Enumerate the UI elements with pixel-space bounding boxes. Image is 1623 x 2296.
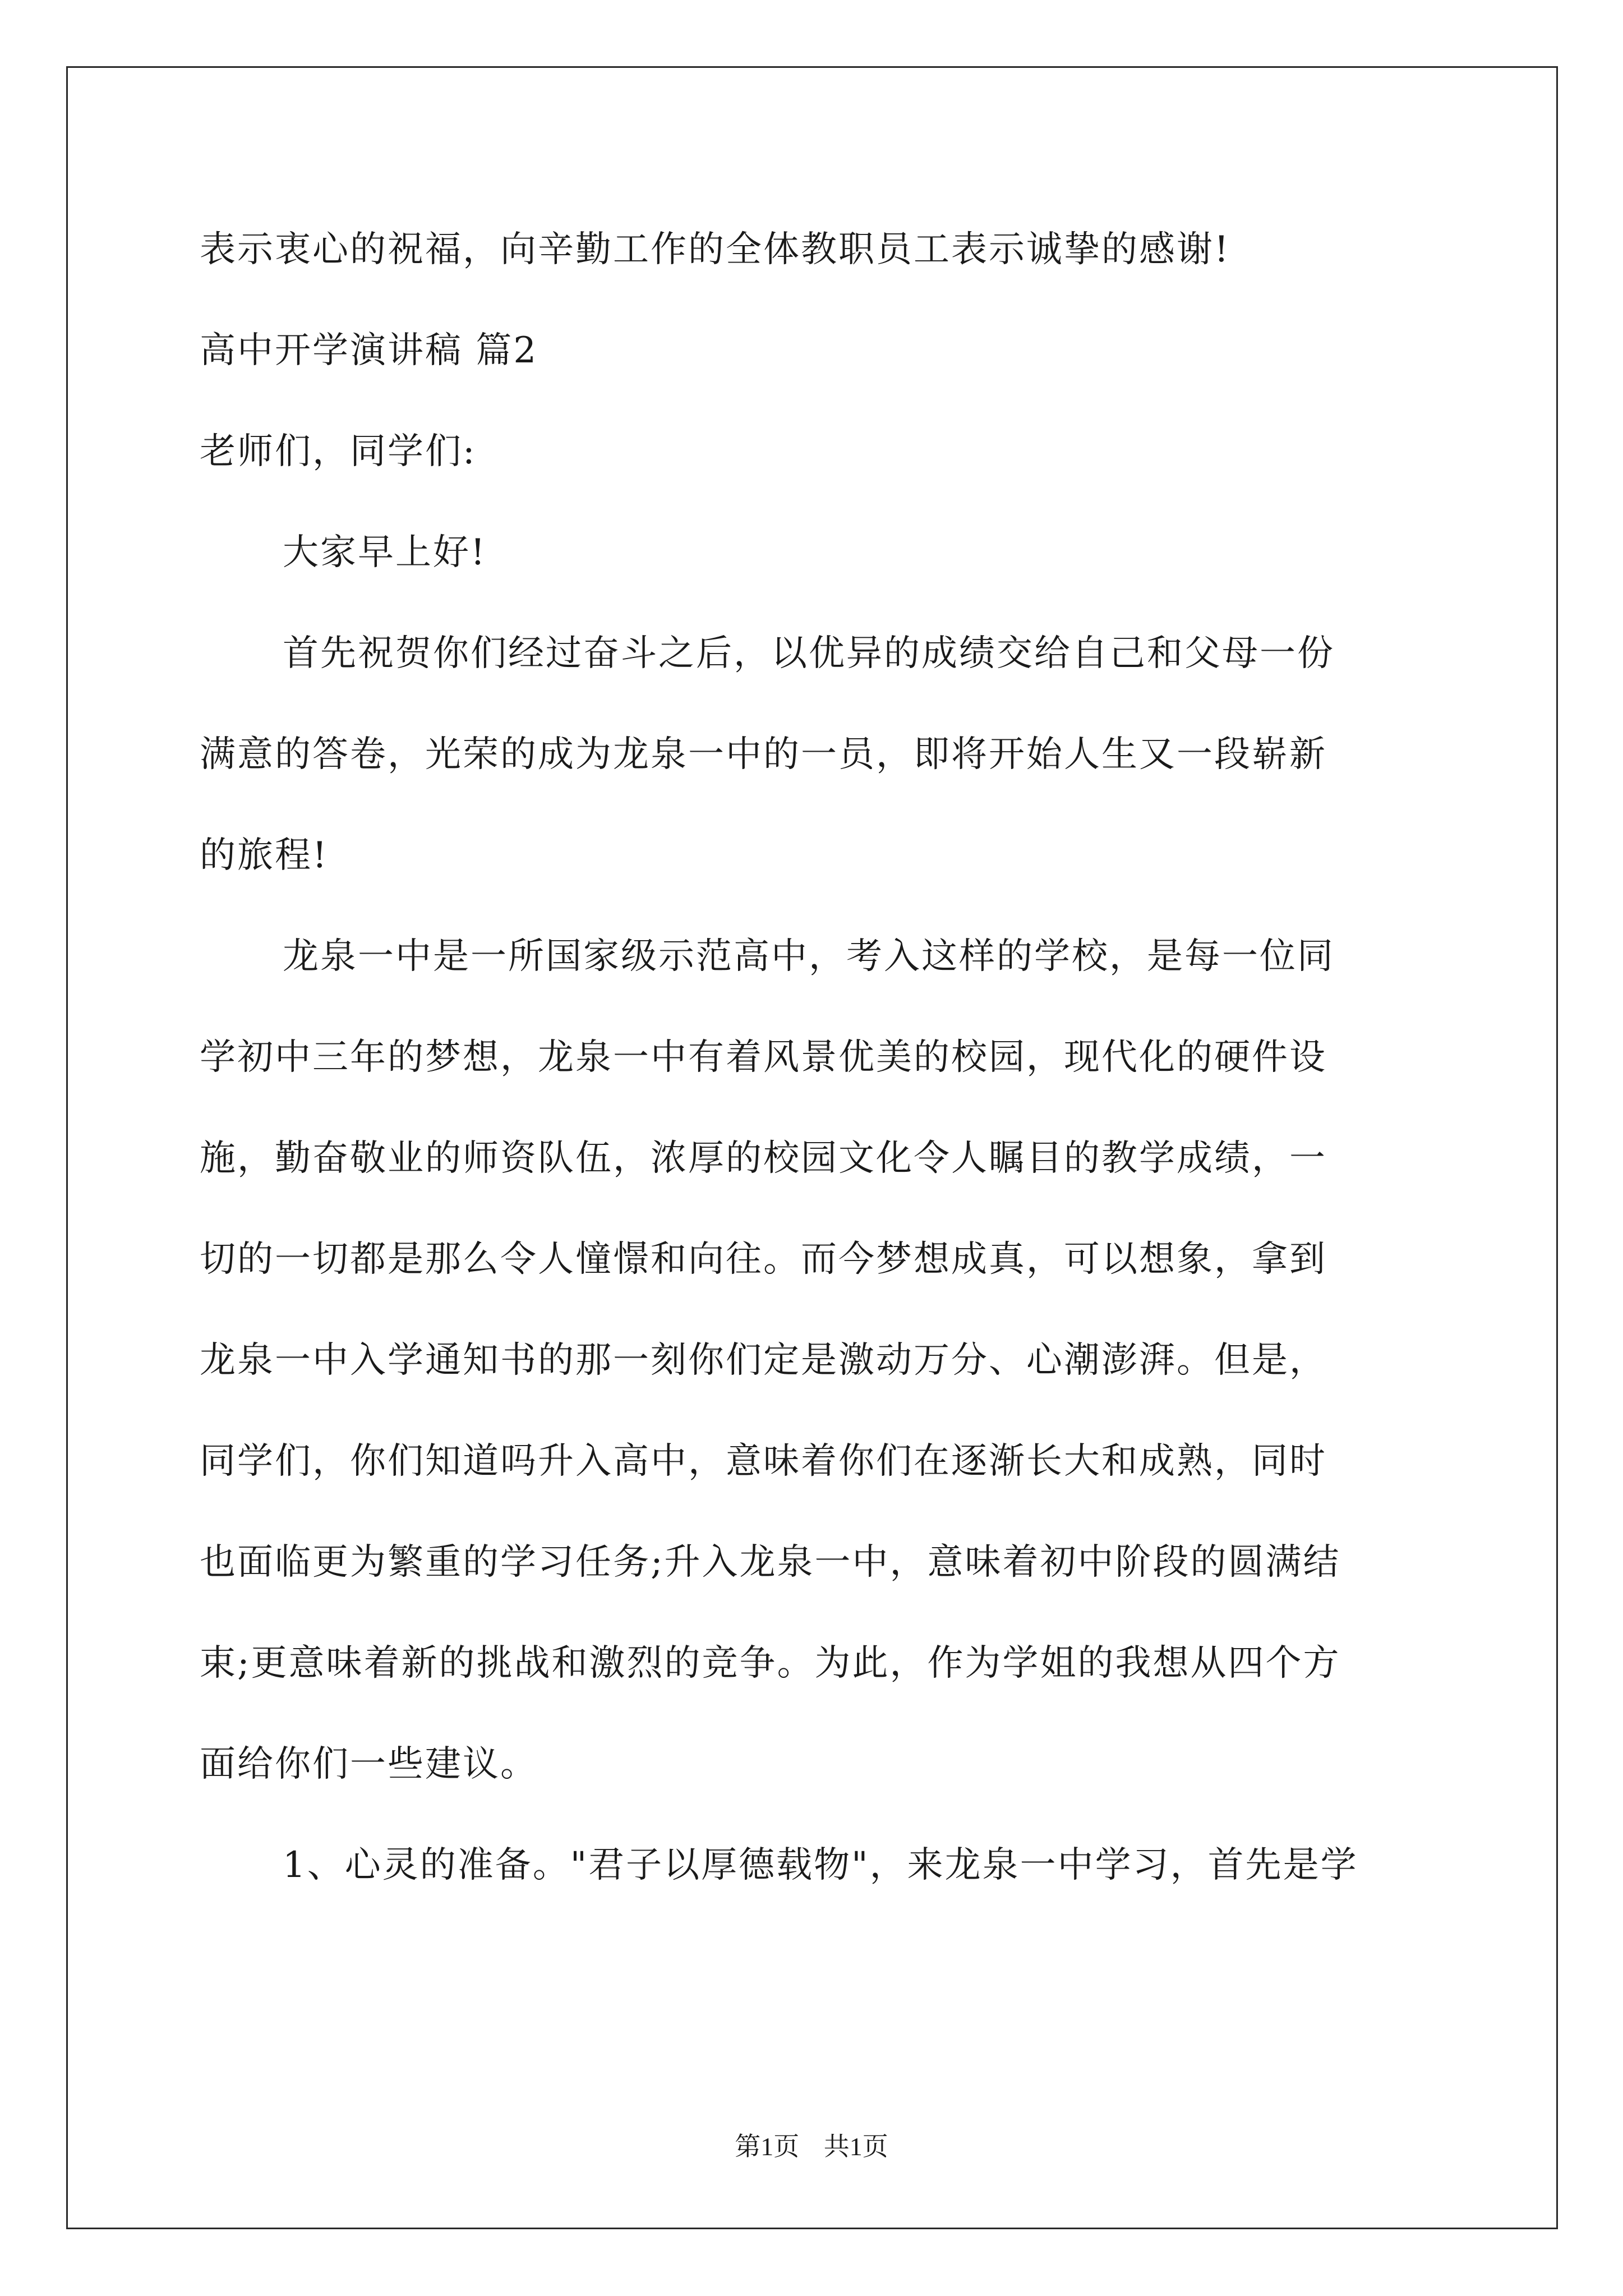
paragraph-line: 满意的答卷，光荣的成为龙泉一中的一员，即将开始人生又一段崭新 bbox=[200, 734, 1327, 775]
document-body bbox=[200, 208, 1428, 1907]
paragraph-line: 的旅程! bbox=[200, 835, 329, 876]
salutation: 老师们，同学们: bbox=[200, 431, 477, 472]
paragraph-line: 施，勤奋敬业的师资队伍，浓厚的校园文化令人瞩目的教学成绩，一 bbox=[200, 1138, 1327, 1179]
page-number: 第1页 bbox=[735, 2132, 800, 2161]
section-heading: 高中开学演讲稿 篇2 bbox=[200, 330, 538, 371]
greeting: 大家早上好! bbox=[283, 532, 487, 573]
page-footer bbox=[0, 2126, 1623, 2163]
paragraph-line: 龙泉一中是一所国家级示范高中，考入这样的学校，是每一位同 bbox=[283, 936, 1335, 977]
paragraph-line: 1、心灵的准备。"君子以厚德载物"，来龙泉一中学习，首先是学 bbox=[283, 1844, 1358, 1886]
paragraph-line: 首先祝贺你们经过奋斗之后，以优异的成绩交给自己和父母一份 bbox=[283, 633, 1335, 674]
page-total: 共1页 bbox=[823, 2132, 888, 2161]
paragraph-line: 表示衷心的祝福，向辛勤工作的全体教职员工表示诚挚的感谢! bbox=[200, 229, 1230, 270]
paragraph-line: 也面临更为繁重的学习任务;升入龙泉一中，意味着初中阶段的圆满结 bbox=[200, 1542, 1341, 1583]
paragraph-line: 面给你们一些建议。 bbox=[200, 1743, 538, 1785]
paragraph-line: 束;更意味着新的挑战和激烈的竞争。为此，作为学姐的我想从四个方 bbox=[200, 1642, 1341, 1684]
paragraph-line: 切的一切都是那么令人憧憬和向往。而今梦想成真，可以想象，拿到 bbox=[200, 1239, 1327, 1280]
paragraph-line: 龙泉一中入学通知书的那一刻你们定是激动万分、心潮澎湃。但是， bbox=[200, 1340, 1327, 1381]
paragraph-line: 同学们，你们知道吗升入高中，意味着你们在逐渐长大和成熟，同时 bbox=[200, 1441, 1327, 1482]
paragraph-line: 学初中三年的梦想，龙泉一中有着风景优美的校园，现代化的硬件设 bbox=[200, 1037, 1327, 1078]
